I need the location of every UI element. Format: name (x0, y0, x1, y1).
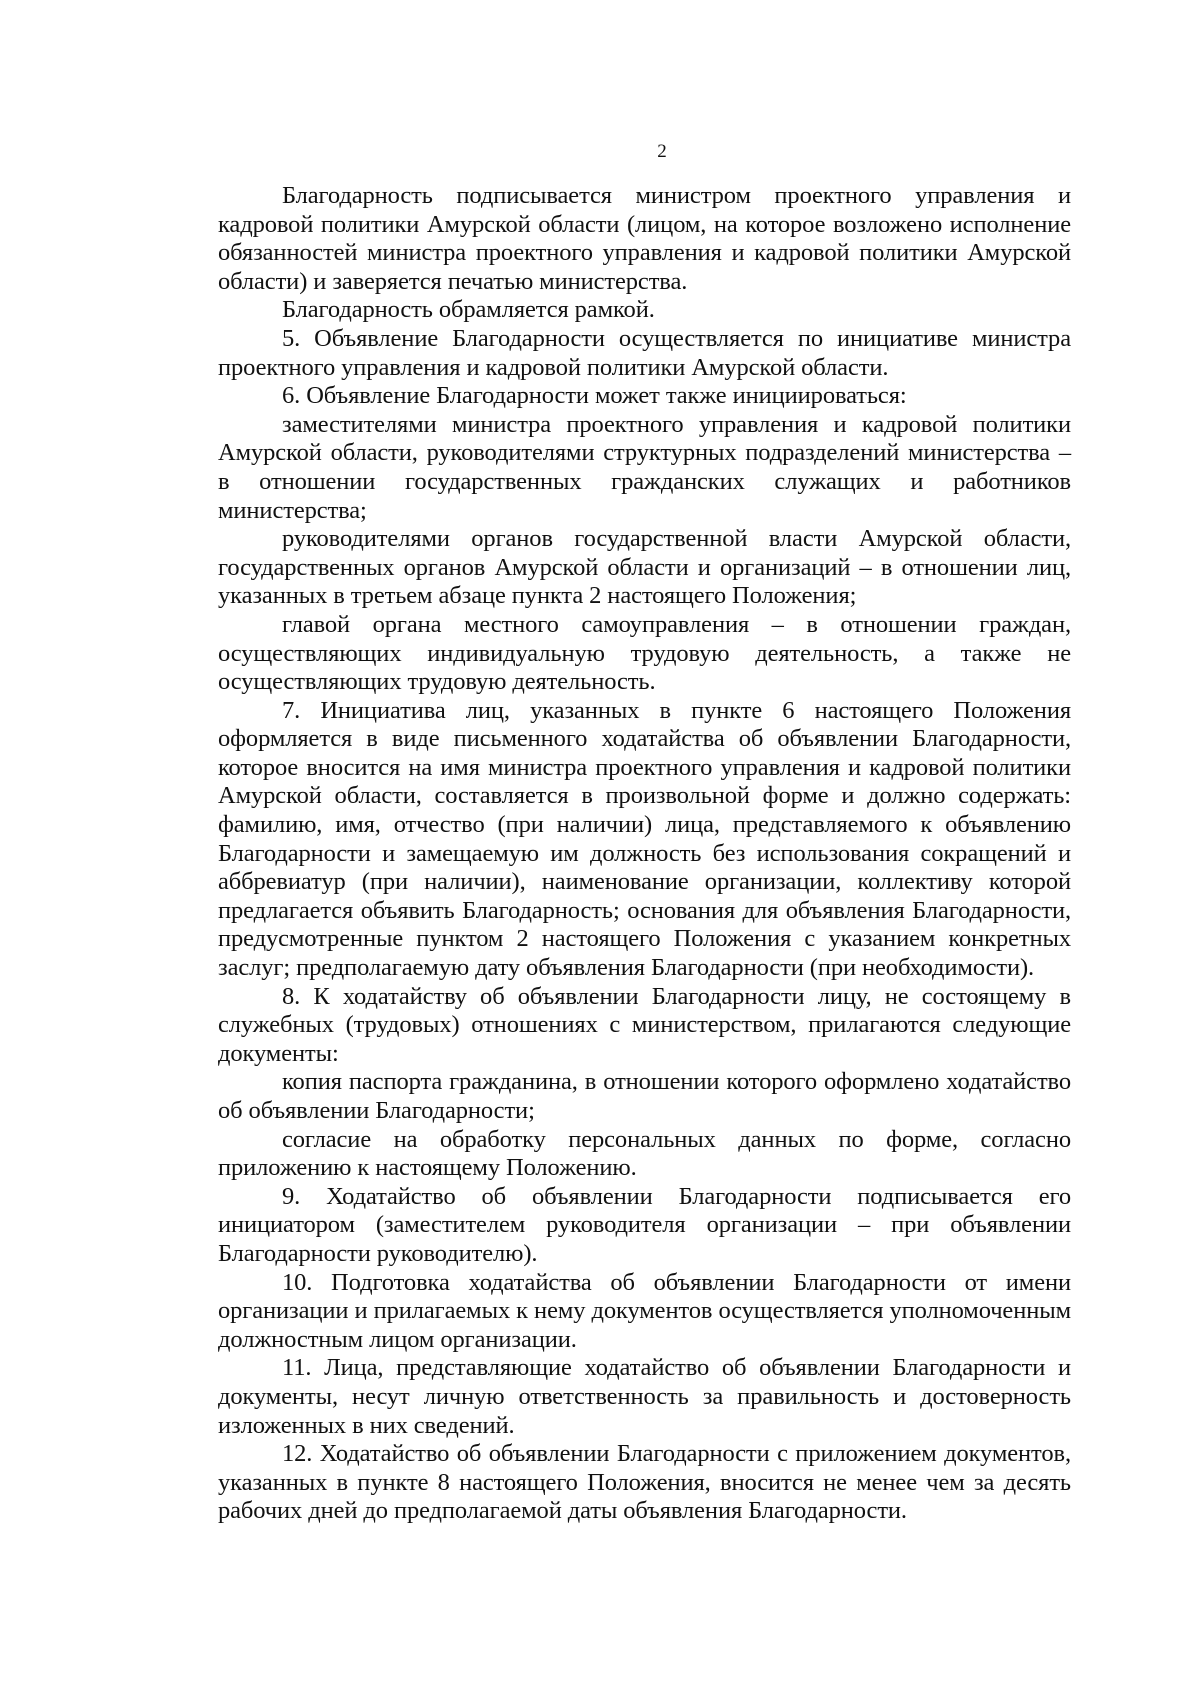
paragraph-item-6-deputies: заместителями министра проектного управления и кадровой политики Амурской области, руководителями структурных подразделений министерства – в отношении государственных гражданских служащих и работников министерства; (218, 410, 1071, 524)
paragraph-item-8-passport: копия паспорта гражданина, в отношении которого оформлено ходатайство об объявлении Благодарности; (218, 1068, 1071, 1124)
paragraph-item-9: 9. Ходатайство об объявлении Благодарности подписывается его инициатором (заместителем руководителя организации – при объявлении Благодарности руководителю). (218, 1182, 1071, 1267)
paragraph-item-6-heads: руководителями органов государственной власти Амурской области, государственных органов Амурской области и организаций – в отношении лиц, указанных в третьем абзаце пункта 2 настоящего Положения; (218, 525, 1071, 610)
paragraph-item-5: 5. Объявление Благодарности осуществляется по инициативе министра проектного управления и кадровой политики Амурской области. (218, 324, 1071, 381)
paragraph-item-7: 7. Инициатива лиц, указанных в пункте 6 настоящего Положения оформляется в виде письменного ходатайства об объявлении Благодарности, которое вносится на имя министра проектного управления и кадровой политики Амурской области, составляется в произвольной форме и должно содержать: фамилию, имя, отчество (при наличии) лица, представляемого к объявлению Благодарности и замещаемую им должность без использования сокращений и аббревиатур (при наличии), наименование организации, коллективу которой предлагается объявить Благодарность; основания для объявления Благодарности, предусмотренные пунктом 2 настоящего Положения с указанием конкретных заслуг; предполагаемую дату объявления Благодарности (при необходимости). (218, 696, 1071, 982)
paragraph-item-6-local-head: главой органа местного самоуправления – в отношении граждан, осуществляющих индивидуальную трудовую деятельность, а также не осуществляющих трудовую деятельность. (218, 610, 1071, 696)
document-body (218, 182, 1071, 1526)
paragraph-item-8-consent: согласие на обработку персональных данных по форме, согласно приложению к настоящему Положению. (218, 1125, 1071, 1182)
paragraph-item-10: 10. Подготовка ходатайства об объявлении Благодарности от имени организации и прилагаемых к нему документов осуществляется уполномоченным должностным лицом организации. (218, 1268, 1071, 1353)
page-number: 2 (657, 141, 667, 162)
paragraph-item-6: 6. Объявление Благодарности может также инициироваться: (282, 382, 907, 410)
paragraph-frame: Благодарность обрамляется рамкой. (282, 296, 655, 324)
paragraph-item-8: 8. К ходатайству об объявлении Благодарности лицу, не состоящему в служебных (трудовых) отношениях с министерством, прилагаются следующие документы: (218, 982, 1071, 1067)
paragraph-signing: Благодарность подписывается министром проектного управления и кадровой политики Амурской области (лицом, на которое возложено исполнение обязанностей министра проектного управления и кадровой политики Амурской области) и заверяется печатью министерства. (218, 182, 1071, 295)
paragraph-item-12: 12. Ходатайство об объявлении Благодарности с приложением документов, указанных в пункте 8 настоящего Положения, вносится не менее чем за десять рабочих дней до предполагаемой даты объявления Благодарности. (218, 1440, 1071, 1525)
paragraph-item-11: 11. Лица, представляющие ходатайство об объявлении Благодарности и документы, несут личную ответственность за правильность и достоверность изложенных в них сведений. (218, 1354, 1071, 1439)
